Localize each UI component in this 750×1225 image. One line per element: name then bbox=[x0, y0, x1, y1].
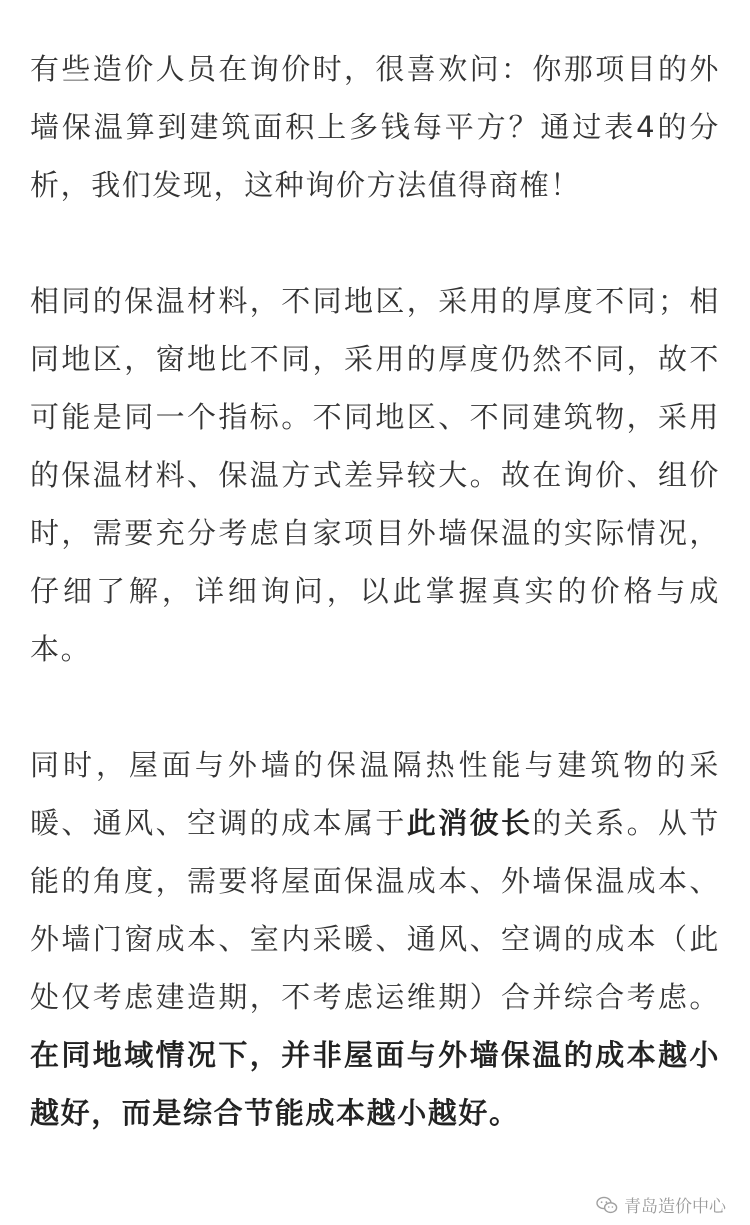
watermark-text: 青岛造价中心 bbox=[624, 1197, 726, 1217]
wechat-icon bbox=[596, 1196, 618, 1214]
article-body bbox=[30, 40, 720, 1142]
paragraph-3-text-middle: 的关系。从节能的角度，需要将屋面保温成本、外墙保温成本、外墙门窗成本、室内采暖、通风、空调的成本（此处仅考虑建造期，不考虑运维期）合并综合考虑。 bbox=[30, 806, 721, 1014]
paragraph-3-bold-conclusion: 在同地域情况下，并非屋面与外墙保温的成本越小越好，而是综合节能成本越小越好。 bbox=[30, 1038, 720, 1130]
paragraph-3 bbox=[30, 736, 720, 1142]
paragraph-3-bold-phrase: 此消彼长 bbox=[406, 806, 533, 840]
paragraph-3-text-start: 同时，屋面与外墙的保温隔热性能与建筑物的采暖、通风、空调的成本属于 bbox=[30, 748, 720, 840]
paragraph-2: 相同的保温材料，不同地区，采用的厚度不同；相同地区，窗地比不同，采用的厚度仍然不同，故不可能是同一个指标。不同地区、不同建筑物，采用的保温材料、保温方式差异较大。故在询价、组价时，需要充分考虑自家项目外墙保温的实际情况，仔细了解，详细询问，以此掌握真实的价格与成本。 bbox=[30, 284, 720, 666]
watermark bbox=[596, 1192, 726, 1217]
paragraph-1: 有些造价人员在询价时，很喜欢问：你那项目的外墙保温算到建筑面积上多钱每平方？通过表4的分析，我们发现，这种询价方法值得商榷！ bbox=[30, 52, 720, 202]
